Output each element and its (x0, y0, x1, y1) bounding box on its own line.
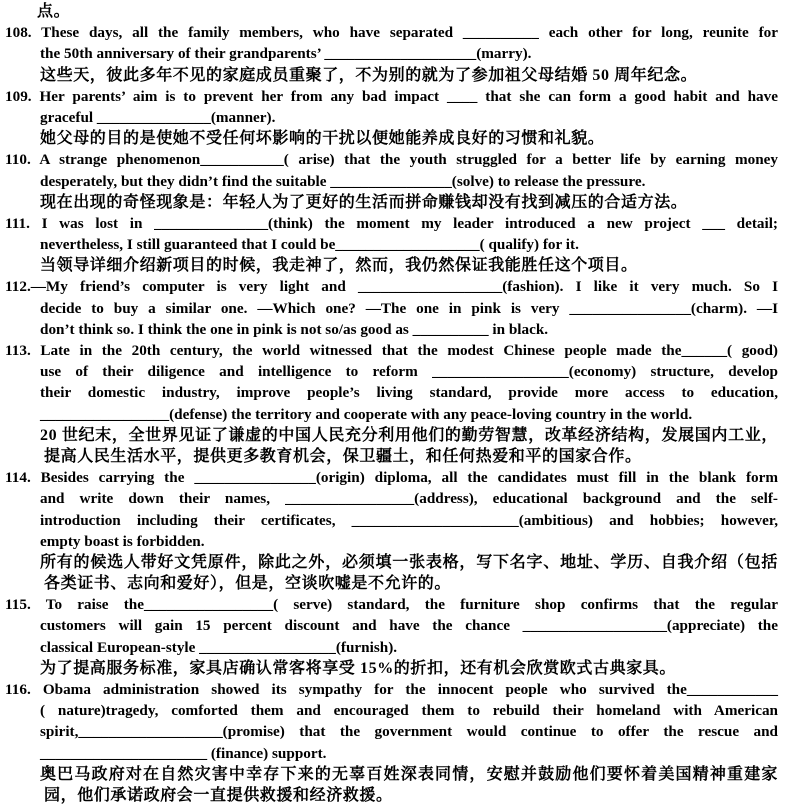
question-text-line: the 50th anniversary of their grandparents’ ____________________(marry). (40, 45, 532, 63)
question-text-first-line: 113. Late in the 20th century, the world witnessed that the modest Chinese people made the______( good) (5, 342, 778, 359)
question-text-first-line: 115. To raise the_________________( serve) standard, the furniture shop confirms that the regular (5, 596, 778, 614)
question-text-line: use of their diligence and intelligence to reform __________________(economy) structure, develop (40, 363, 778, 381)
question-text-line: classical European-style __________________(furnish). (40, 638, 398, 656)
question-text-line: nevertheless, I still guaranteed that I could be___________________( qualify) for it. (40, 236, 579, 254)
question-text-line: ( nature)tragedy, comforted them and encouraged them to rebuild their homeland with American (40, 702, 778, 720)
question-115 (0, 594, 787, 679)
question-114 (0, 467, 787, 594)
question-109 (0, 86, 787, 150)
question-text-line: introduction including their certificates, ______________________(ambitious) and hobbies; however, (40, 511, 778, 529)
chinese-translation-line: 当领导详细介绍新项目的时候，我走神了，然而，我仍然保证我能胜任这个项目。 (40, 257, 638, 275)
question-text-first-line: 110. A strange phenomenon___________( arise) that the youth struggled for a better life by earning money (5, 151, 778, 169)
chinese-translation-line: 为了提高服务标准，家具店确认常客将享受 15%的折扣，还有机会欣赏欧式古典家具。 (40, 659, 677, 677)
chinese-translation-line: 奥巴马政府对在自然灾害中幸存下来的无辜百姓深表同情，安慰并鼓励他们要怀着美国精神重建家 (40, 765, 778, 783)
chinese-translation-line: 园，他们承诺政府会一直提供救援和经济救援。 (44, 786, 393, 804)
question-113 (0, 340, 787, 467)
chinese-translation-line: 她父母的目的是使她不受任何坏影响的干扰以便她能养成良好的习惯和礼貌。 (40, 130, 605, 148)
question-text-first-line: 108. These days, all the family members, who have separated __________ each other for long, reunite for (5, 24, 778, 42)
question-text-line: customers will gain 15 percent discount and have the chance ___________________(appreciate) the (40, 617, 778, 635)
question-text-first-line: 109. Her parents’ aim is to prevent her from any bad impact ____ that she can form a good habit and have (5, 87, 778, 105)
question-text-line: graceful _______________(manner). (40, 108, 276, 126)
chinese-translation-line: 各类证书、志向和爱好），但是，空谈吹嘘是不允许的。 (44, 575, 452, 593)
question-text-first-line: 116. Obama administration showed its sympathy for the innocent people who survived the____________ (5, 681, 778, 698)
question-text-line: don’t think so. I think the one in pink is not so/as good as __________ in black. (40, 320, 549, 338)
question-text-line: decide to buy a similar one. —Which one? —The one in pink is very ________________(charm). —I (40, 299, 778, 317)
question-text-first-line: 114. Besides carrying the ________________(origin) diploma, all the candidates must fill in the blank form (5, 469, 778, 487)
question-text-line: empty boast is forbidden. (40, 532, 205, 550)
chinese-translation-line: 现在出现的奇怪现象是：年轻人为了更好的生活而拼命赚钱却没有找到减压的合适方法。 (40, 193, 688, 211)
chinese-translation-line: 所有的候选人带好文凭原件，除此之外，必须填一张表格，写下名字、地址、学历、自我介绍（包括 (40, 553, 778, 571)
question-108 (0, 22, 787, 86)
question-text-first-line: 112.—My friend’s computer is very light and ___________________(fashion). I like it very much. So I (5, 278, 778, 296)
question-text-line: _________________(defense) the territory and cooperate with any peace-loving country in the world. (40, 405, 693, 423)
question-text-first-line: 111. I was lost in _______________(think) the moment my leader introduced a new project ___ detail; (5, 214, 778, 232)
chinese-translation-line: 这些天，彼此多年不见的家庭成员重聚了，不为别的就为了参加祖父母结婚 50 周年纪念。 (40, 66, 698, 84)
question-111 (0, 213, 787, 277)
exercise-document (0, 1, 787, 806)
question-112 (0, 276, 787, 340)
chinese-translation-line: 提高人民生活水平，提供更多教育机会，保卫疆土，和任何热爱和平的国家合作。 (44, 447, 642, 465)
chinese-translation-line: 20 世纪末，全世界见证了谦虚的中国人民充分利用他们的勤劳智慧，改革经济结构，发展国内工业， (40, 426, 778, 444)
question-text-line: spirit,___________________(promise) that the government would continue to offer the rescue and (40, 723, 778, 741)
question-110 (0, 149, 787, 213)
question-text-line: and write down their names, _________________(address), educational background and the self- (40, 490, 778, 508)
question-text-line: ______________________ (finance) support. (40, 744, 327, 762)
question-116 (0, 679, 787, 806)
question-text-line: desperately, but they didn’t find the suitable ________________(solve) to release the pressure. (40, 172, 646, 190)
preceding-fragment: 点。 (37, 3, 71, 20)
question-text-line: their domestic industry, improve people’s living standard, provide more access to education, (40, 384, 778, 402)
